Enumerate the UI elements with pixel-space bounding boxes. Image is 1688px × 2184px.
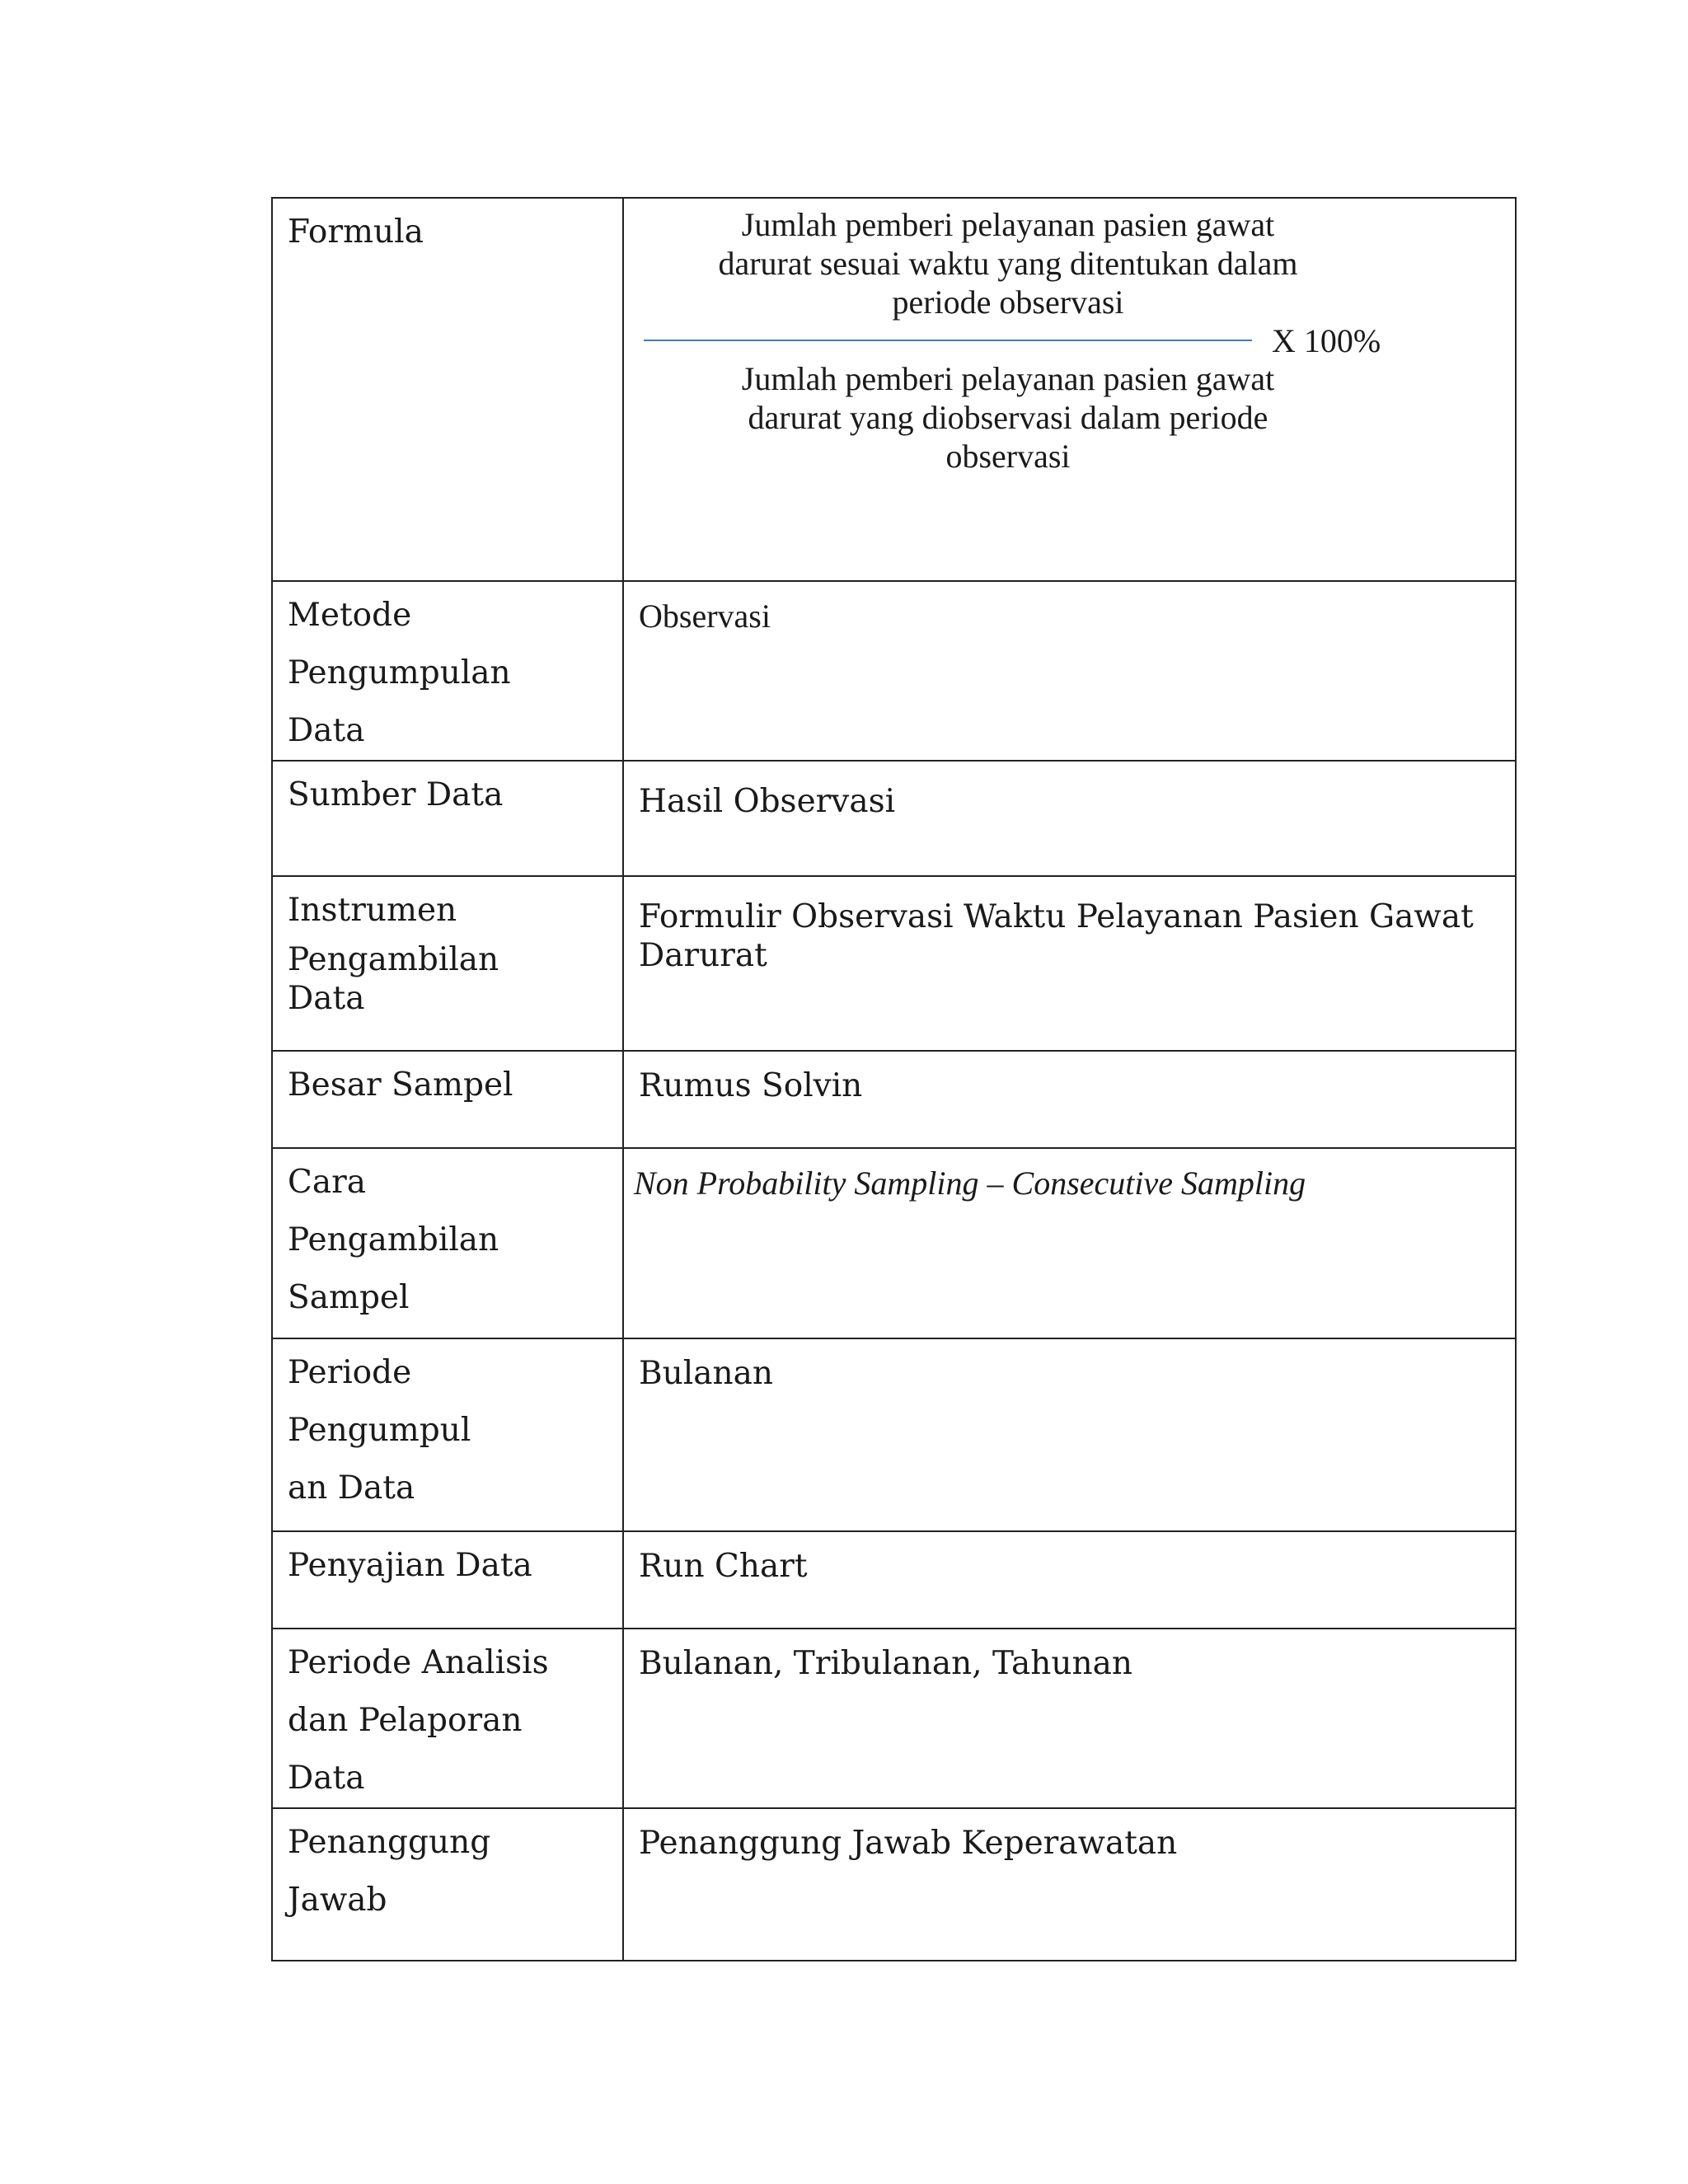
row-label	[272, 761, 623, 876]
numerator-line: periode observasi	[892, 284, 1124, 321]
label-line: Instrumen	[288, 892, 457, 929]
value-text: Formulir Observasi Waktu Pelayanan Pasien Gawat Darurat	[639, 898, 1474, 974]
formula-numerator	[629, 205, 1387, 321]
formula-fraction	[629, 204, 1453, 476]
row-label	[272, 1531, 623, 1629]
row-label	[272, 581, 623, 761]
value-text: Run Chart	[639, 1548, 808, 1585]
row-value	[623, 1148, 1516, 1338]
row-label	[272, 1148, 623, 1338]
label-line: Sampel	[288, 1279, 410, 1316]
table-row-periode-pengumpulan	[272, 1338, 1516, 1531]
label-line: Pengambilan	[288, 941, 499, 978]
numerator-line: Jumlah pemberi pelayanan pasien gawat	[741, 206, 1275, 243]
value-text: Hasil Observasi	[639, 783, 896, 820]
denominator-line: darurat yang diobservasi dalam periode	[748, 399, 1268, 436]
label-line: an Data	[288, 1469, 415, 1507]
indicator-spec-table	[271, 197, 1517, 1961]
value-text: Rumus Solvin	[639, 1067, 863, 1104]
label-line: Periode Analisis	[288, 1644, 549, 1681]
table-row-instrumen	[272, 876, 1516, 1051]
label-line: Data	[288, 712, 365, 749]
numerator-line: darurat sesuai waktu yang ditentukan dalam	[718, 245, 1298, 282]
value-text: Observasi	[639, 598, 771, 635]
formula-multiplier: X 100%	[1272, 322, 1381, 359]
table-row-sumber-data	[272, 761, 1516, 876]
table-row-formula	[272, 198, 1516, 581]
row-value	[623, 1338, 1516, 1531]
row-value	[623, 1629, 1516, 1808]
row-value	[623, 581, 1516, 761]
row-value	[623, 1051, 1516, 1148]
row-label	[272, 1338, 623, 1531]
row-value	[623, 1531, 1516, 1629]
fraction-bar-row	[629, 321, 1453, 359]
label-line: Jawab	[288, 1882, 387, 1919]
row-value	[623, 876, 1516, 1051]
label-line: Pengumpulan	[288, 654, 511, 691]
value-text: Penanggung Jawab Keperawatan	[639, 1825, 1178, 1862]
table-row-cara-pengambilan	[272, 1148, 1516, 1338]
row-value	[623, 1808, 1516, 1961]
label-line: Sumber Data	[288, 776, 504, 813]
row-label	[272, 1051, 623, 1148]
table-row-metode-pengumpulan	[272, 581, 1516, 761]
label-line: Penanggung	[288, 1824, 491, 1861]
denominator-line: Jumlah pemberi pelayanan pasien gawat	[741, 360, 1275, 397]
fraction-bar	[644, 340, 1252, 341]
label-line: Penyajian Data	[288, 1547, 532, 1584]
formula-cell	[623, 198, 1516, 581]
row-label	[272, 876, 623, 1051]
label-line: Pengumpul	[288, 1412, 471, 1449]
table-row-penyajian-data	[272, 1531, 1516, 1629]
value-text: Bulanan	[639, 1355, 773, 1392]
label-line: Cara	[288, 1164, 366, 1201]
table-row-periode-analisis	[272, 1629, 1516, 1808]
label-line: Pengambilan	[288, 1221, 499, 1258]
row-label	[272, 1808, 623, 1961]
label-line: Metode	[288, 597, 412, 634]
row-value	[623, 761, 1516, 876]
label-line: Periode	[288, 1354, 412, 1391]
label-line: Data	[288, 980, 365, 1017]
label-line: dan Pelaporan	[288, 1702, 523, 1739]
formula-denominator	[629, 359, 1387, 476]
table-row-besar-sampel	[272, 1051, 1516, 1148]
denominator-line: observasi	[945, 438, 1071, 475]
value-text: Bulanan, Tribulanan, Tahunan	[639, 1645, 1132, 1682]
row-label	[272, 1629, 623, 1808]
label-line: Data	[288, 1760, 365, 1797]
label-line: Formula	[288, 213, 424, 251]
row-label	[272, 198, 623, 581]
value-text: Non Probability Sampling – Consecutive Sampling	[634, 1165, 1306, 1202]
table-row-penanggung-jawab	[272, 1808, 1516, 1961]
label-line: Besar Sampel	[288, 1066, 513, 1104]
